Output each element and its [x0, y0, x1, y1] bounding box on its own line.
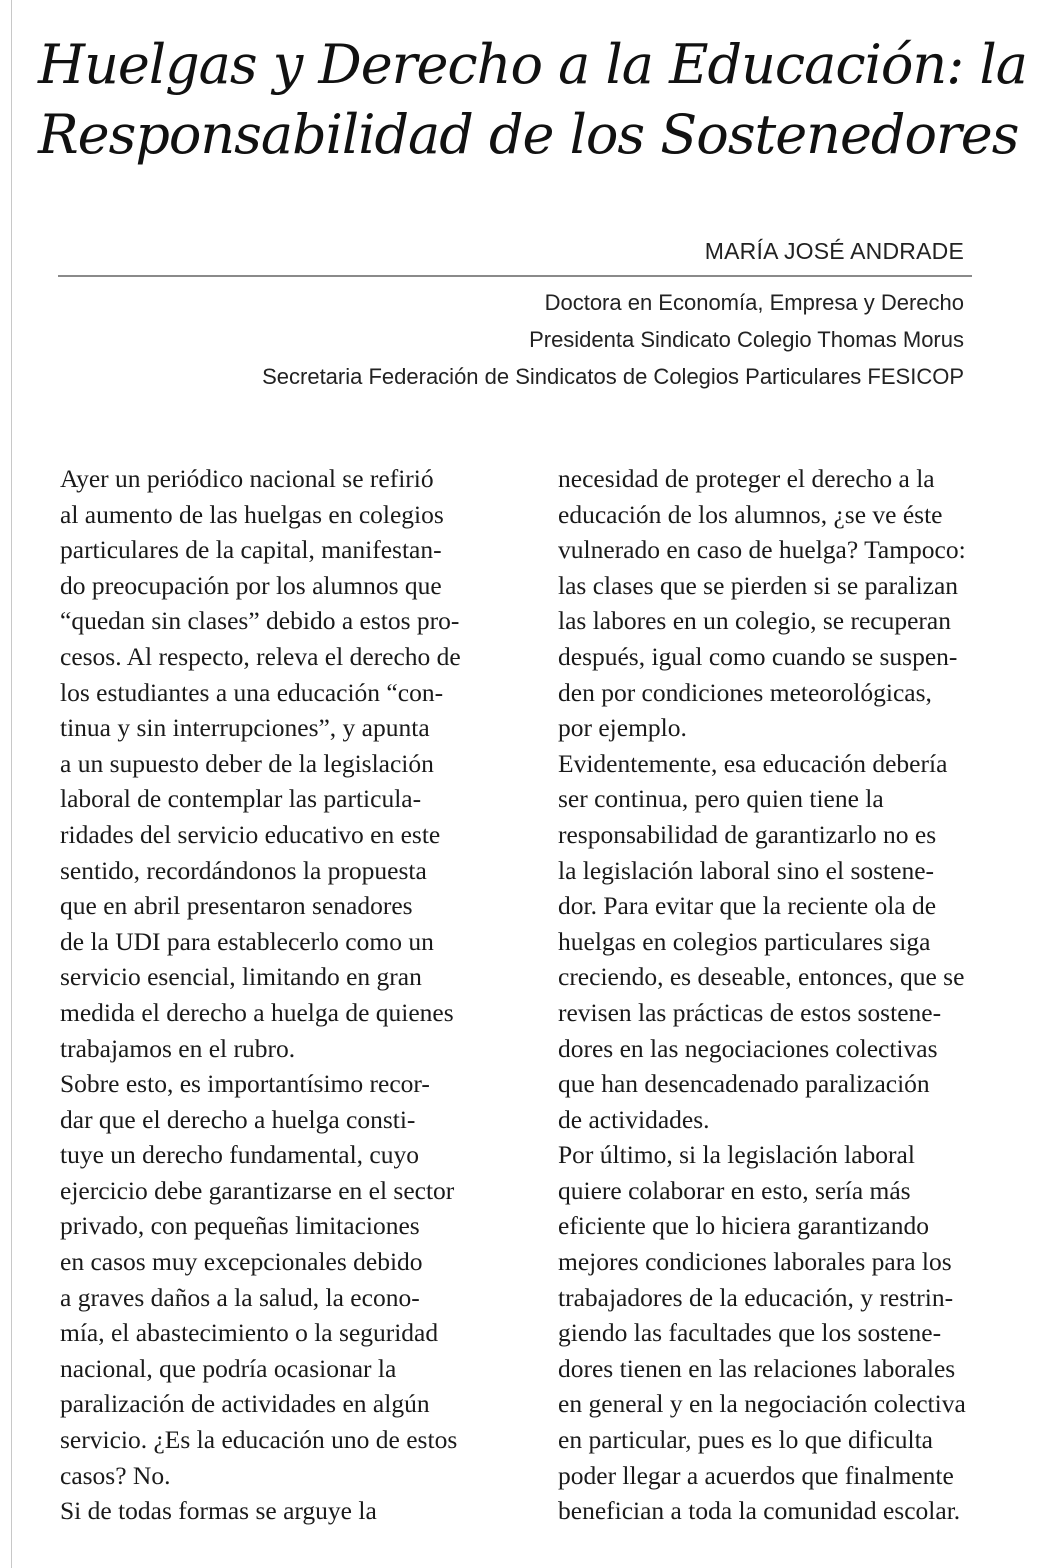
body-text-line: las labores en un colegio, se recuperan	[558, 606, 951, 636]
body-text-line: ejercicio debe garantizarse en el sector	[60, 1175, 455, 1205]
article-title	[38, 30, 1028, 170]
body-text-line: cesos. Al respecto, releva el derecho de	[60, 641, 461, 671]
credential-line: Secretaria Federación de Sindicatos de Colegios Particulares FESICOP	[262, 364, 964, 389]
body-text-line: que en abril presentaron senadores	[60, 891, 413, 921]
body-text-line: ridades del servicio educativo en este	[60, 819, 441, 849]
credential-line: Doctora en Economía, Empresa y Derecho	[544, 290, 964, 315]
body-text-line: sentido, recordándonos la propuesta	[60, 855, 427, 885]
body-text-line: dar que el derecho a huelga consti-	[60, 1104, 416, 1134]
body-text-line: Por último, si la legislación laboral	[558, 1140, 915, 1170]
body-text-line: privado, con pequeñas limitaciones	[60, 1211, 420, 1241]
body-column-right	[558, 461, 1028, 1529]
body-text-line: servicio esencial, limitando en gran	[60, 962, 422, 992]
body-text-line: laboral de contemplar las particula-	[60, 784, 422, 814]
body-text-line: giendo las facultades que los sostene-	[558, 1318, 942, 1348]
body-text-line: en general y en la negociación colectiva	[558, 1389, 966, 1419]
body-text-line: Ayer un periódico nacional se refirió	[60, 464, 434, 493]
body-text-line: de actividades.	[558, 1104, 710, 1134]
body-text-line: servicio. ¿Es la educación uno de estos	[60, 1425, 458, 1455]
body-text-line: tuye un derecho fundamental, cuyo	[60, 1140, 419, 1170]
body-text-line: que han desencadenado paralización	[558, 1069, 930, 1099]
body-text-line: en casos muy excepcionales debido	[60, 1247, 423, 1277]
body-text-line: trabajamos en el rubro.	[60, 1033, 296, 1063]
body-text-line: medida el derecho a huelga de quienes	[60, 997, 454, 1027]
body-text-line: tinua y sin interrupciones”, y apunta	[60, 713, 430, 743]
body-column-left	[60, 461, 530, 1529]
author-credentials	[262, 284, 964, 395]
body-text-line: Sobre esto, es importantísimo recor-	[60, 1069, 430, 1099]
body-text-line: mía, el abastecimiento o la seguridad	[60, 1318, 439, 1348]
body-text-line: los estudiantes a una educación “con-	[60, 677, 444, 707]
body-text-line: trabajadores de la educación, y restrin-	[558, 1282, 954, 1312]
body-text-line: particulares de la capital, manifestan-	[60, 535, 442, 565]
body-text-line: educación de los alumnos, ¿se ve éste	[558, 499, 943, 529]
body-text-line: después, igual como cuando se suspen-	[558, 641, 958, 671]
body-text-line: a graves daños a la salud, la econo-	[60, 1282, 420, 1312]
body-text-line: den por condiciones meteorológicas,	[558, 677, 932, 707]
body-text-line: creciendo, es deseable, entonces, que se	[558, 962, 965, 992]
title-line: Huelgas y Derecho a la Educación: la	[38, 33, 1027, 96]
body-text-line: paralización de actividades en algún	[60, 1389, 430, 1419]
body-text-line: nacional, que podría ocasionar la	[60, 1353, 397, 1383]
body-text-line: dores tienen en las relaciones laborales	[558, 1353, 956, 1383]
body-text-line: quiere colaborar en esto, sería más	[558, 1175, 911, 1205]
body-text-line: “quedan sin clases” debido a estos pro-	[60, 606, 460, 636]
credential-line: Presidenta Sindicato Colegio Thomas Morus	[529, 327, 964, 352]
body-text-line: responsabilidad de garantizarlo no es	[558, 819, 937, 849]
body-text-line: Si de todas formas se arguye la	[60, 1496, 377, 1526]
body-text-line: dor. Para evitar que la reciente ola de	[558, 891, 937, 921]
body-text-line: Evidentemente, esa educación debería	[558, 748, 948, 778]
header-divider	[58, 275, 972, 277]
body-text-line: huelgas en colegios particulares siga	[558, 926, 931, 956]
body-text-line: dores en las negociaciones colectivas	[558, 1033, 938, 1063]
body-text-line: vulnerado en caso de huelga? Tampoco:	[558, 535, 966, 565]
title-line: Responsabilidad de los Sostenedores	[38, 103, 1019, 166]
body-text-line: al aumento de las huelgas en colegios	[60, 499, 444, 529]
body-text-line: de la UDI para establecerlo como un	[60, 926, 434, 956]
body-text-line: en particular, pues es lo que dificulta	[558, 1425, 933, 1455]
author-name: MARÍA JOSÉ ANDRADE	[704, 238, 964, 264]
body-text-line: las clases que se pierden si se paralizan	[558, 570, 959, 600]
body-text-line: ser continua, pero quien tiene la	[558, 784, 884, 814]
body-text-line: revisen las prácticas de estos sostene-	[558, 997, 942, 1027]
body-text-line: do preocupación por los alumnos que	[60, 570, 442, 600]
body-text-line: casos? No.	[60, 1460, 171, 1490]
body-text-line: mejores condiciones laborales para los	[558, 1247, 952, 1277]
body-text-line: benefician a toda la comunidad escolar.	[558, 1496, 961, 1526]
body-text-line: a un supuesto deber de la legislación	[60, 748, 434, 778]
body-text-line: eficiente que lo hiciera garantizando	[558, 1211, 929, 1241]
body-text-line: la legislación laboral sino el sostene-	[558, 855, 935, 885]
body-text-line: poder llegar a acuerdos que finalmente	[558, 1460, 954, 1490]
left-border-rule	[11, 0, 12, 1568]
body-text-line: por ejemplo.	[558, 713, 687, 743]
body-text-line: necesidad de proteger el derecho a la	[558, 464, 935, 493]
